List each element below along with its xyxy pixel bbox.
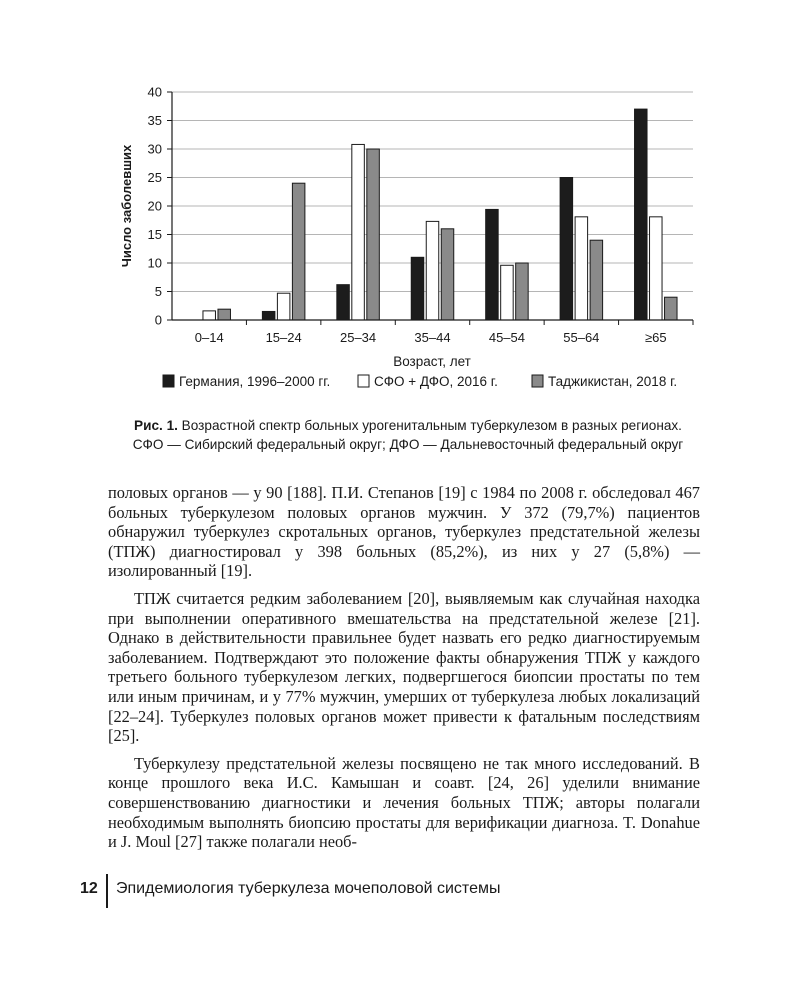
figure-caption-text: Возрастной спектр больных урогенитальным туберкулезом в разных регионах. СФО — Сибирский федеральный округ; ДФО — Дальневосточный федеральный округ [132,418,684,452]
bar-series1-6 [635,109,648,320]
y-tick-label-20: 20 [147,198,162,214]
legend-label-3: Таджикистан, 2018 г. [548,374,678,389]
y-tick-label-10: 10 [147,255,162,271]
bar-series1-4 [486,209,499,320]
bar-series1-2 [337,285,350,320]
y-tick-label-25: 25 [147,170,162,185]
bar-series1-3 [411,257,424,320]
bar-series2-5 [575,217,588,320]
bar-series2-3 [426,221,439,320]
x-tick-label-6: ≥65 [644,330,667,345]
x-axis-label: Возраст, лет [393,354,471,369]
chart-legend [163,374,677,389]
bar-series2-1 [277,293,290,320]
bar-series2-0 [203,311,216,320]
paragraph-3: Туберкулезу предстательной железы посвящено не так много исследований. В конце прошлого века И.С. Камышан и соавт. [24, 26] уделили внимание совершенствованию диагностики и лечения больных ТПЖ; авторы полагали необходимым выполнять биопсию простаты для верификации диагноза. T. Donahue и J. Moul [27] также полагали необ- [108,753,700,852]
age-distribution-chart [0,0,800,410]
running-footer-title: Эпидемиология туберкулеза мочеполовой системы [116,880,501,897]
bar-series3-2 [367,149,380,320]
legend-swatch-1 [163,375,174,387]
y-tick-label-15: 15 [147,227,162,242]
legend-label-1: Германия, 1996–2000 гг. [179,374,331,389]
bar-series1-1 [262,311,275,320]
y-tick-label-30: 30 [147,141,162,157]
x-tick-label-1: 15–24 [265,330,302,345]
y-tick-label-0: 0 [154,312,162,328]
bar-series3-1 [292,183,305,320]
bar-series2-4 [501,265,514,320]
legend-swatch-2 [358,375,369,387]
paragraph-1: половых органов — у 90 [188]. П.И. Степанов [19] с 1984 по 2008 г. обследовал 467 больных туберкулезом половых органов мужчин. У 372 (79,7%) пациентов обнаружил туберкулез скротальных органов, туберкулез предстательной железы (ТПЖ) диагностировал у 398 больных (85,2%), из них у 27 (5,8%) — изолированный [19]. [108,483,700,581]
paragraph-2: ТПЖ считается редким заболеванием [20], выявляемым как случайная находка при выполнении оперативного вмешательства на предстательной железе [21]. Однако в действительности правильнее будет назвать его редко диагностируемым заболеванием. Подтверждают это положение факты обнаружения ТПЖ у каждого третьего больного туберкулезом легких, подвергшегося биопсии простаты по тем или иным причинам, и у 77% мужчин, умерших от туберкулеза любых локализаций [22–24]. Туберкулез половых органов может привести к фатальным последствиям [25]. [108,588,700,746]
footer-divider [106,874,108,908]
x-tick-label-0: 0–14 [194,330,224,345]
chart-bars [203,109,677,320]
bar-series2-6 [650,217,663,320]
figure-caption [118,416,698,454]
legend-label-2: СФО + ДФО, 2016 г. [374,374,498,389]
x-tick-label-4: 45–54 [488,330,526,345]
bar-series3-0 [218,309,231,320]
x-tick-label-2: 25–34 [339,330,377,345]
page-number: 12 [80,880,98,897]
y-axis-label: Число заболевших [119,144,134,268]
y-tick-label-35: 35 [147,113,162,128]
x-tick-label-3: 35–44 [414,330,451,345]
bar-series3-6 [665,297,678,320]
figure-caption-label: Рис. 1. [134,418,178,433]
y-tick-label-5: 5 [154,284,162,299]
bar-series3-4 [516,263,529,320]
body-text [108,483,700,852]
bar-series1-5 [560,178,573,321]
y-tick-labels [148,85,172,328]
x-tick-labels [195,320,693,345]
bar-series3-3 [441,229,454,320]
x-tick-label-5: 55–64 [563,330,600,345]
legend-swatch-3 [532,375,543,387]
bar-series2-2 [352,144,365,320]
bar-series3-5 [590,240,603,320]
y-tick-label-40: 40 [147,84,162,100]
